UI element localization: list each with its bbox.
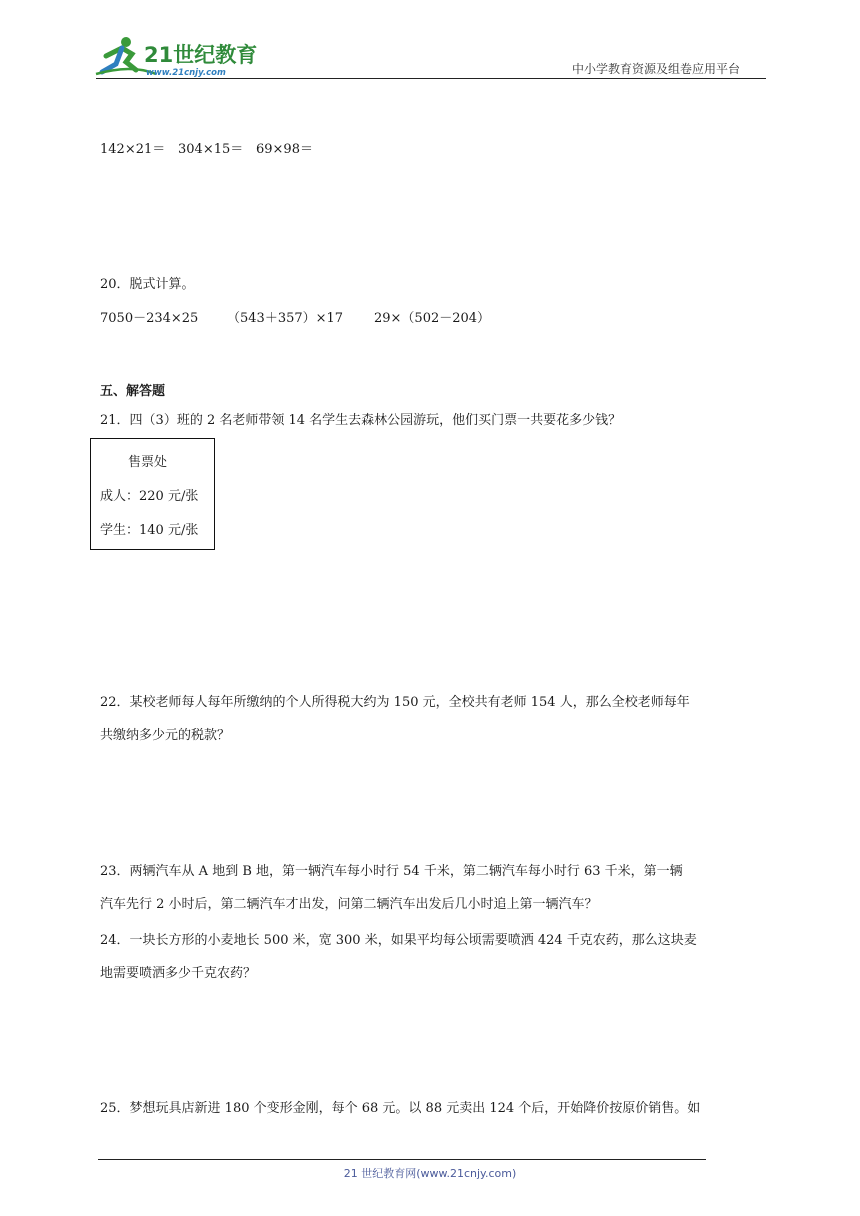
q20-expr-3: 29×（502－204）: [374, 311, 491, 326]
header-divider: [96, 78, 766, 79]
site-tagline: 中小学教育资源及组卷应用平台: [572, 62, 741, 76]
runner-logo-icon: [92, 34, 262, 80]
student-price: 学生：140 元/张: [100, 523, 199, 538]
q20-expr-2: （543＋357）×17: [227, 311, 344, 326]
footer-divider: [98, 1159, 706, 1160]
footer-link[interactable]: 21 世纪教育网(www.21cnjy.com): [343, 1167, 517, 1180]
q19-expr-2: 304×15＝: [178, 142, 244, 157]
q22-line-2: 共缴纳多少元的税款？: [100, 728, 231, 743]
q23-line-2: 汽车先行 2 小时后，第二辆汽车才出发，问第二辆汽车出发后几小时追上第一辆汽车？: [100, 897, 598, 912]
q19-expr-1: 142×21＝: [100, 142, 166, 157]
logo-text: 21世纪教育: [144, 43, 258, 67]
section-title: 五、解答题: [100, 384, 166, 399]
q23-line-1: 23．两辆汽车从 A 地到 B 地，第一辆汽车每小时行 54 千米，第二辆汽车每小时行 63 千米，第一辆: [100, 864, 683, 879]
q20-title: 20．脱式计算。: [100, 277, 195, 292]
ticket-box-title: 售票处: [128, 455, 168, 470]
q21-text: 21．四（3）班的 2 名老师带领 14 名学生去森林公园游玩，他们买门票一共要花多少钱？: [100, 413, 622, 428]
site-logo: [92, 34, 262, 80]
adult-price: 成人：220 元/张: [100, 489, 199, 504]
q19-expr-3: 69×98＝: [256, 142, 313, 157]
logo-url: www.21cnjy.com: [146, 68, 226, 78]
ticket-price-box: [90, 438, 215, 550]
q25-line-1: 25．梦想玩具店新进 180 个变形金刚，每个 68 元。以 88 元卖出 124 个后，开始降价按原价销售。如: [100, 1101, 701, 1116]
q20-expr-1: 7050－234×25: [100, 311, 199, 326]
q24-line-1: 24．一块长方形的小麦地长 500 米，宽 300 米，如果平均每公顷需要喷洒 424 千克农药，那么这块麦: [100, 933, 697, 948]
q22-line-1: 22．某校老师每人每年所缴纳的个人所得税大约为 150 元，全校共有老师 154 人，那么全校老师每年: [100, 695, 690, 710]
q24-line-2: 地需要喷洒多少千克农药？: [100, 966, 257, 981]
